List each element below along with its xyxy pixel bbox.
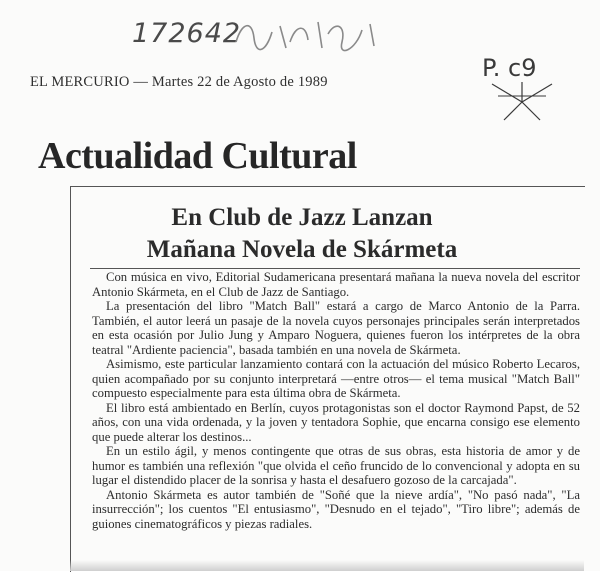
article-paragraph: Con música en vivo, Editorial Sudamericana presentará mañana la nueva novela del escritor Antonio Skármeta, en el Club de Jazz de Santiago.	[92, 270, 580, 299]
article-headline	[92, 202, 512, 266]
article-body	[92, 270, 580, 531]
headline-line-2: Mañana Novela de Skármeta	[146, 236, 458, 263]
handwritten-scribble	[232, 12, 382, 56]
article-paragraph: Antonio Skármeta es autor también de "Soñé que la nieve ardía", "No pasó nada", "La insurrección"; los cuentos "El entusiasmo", "Desnudo en el tejado", "Tiro libre"; además de guiones cinematográficos y piezas radiales.	[92, 487, 580, 531]
headline-line-1: En Club de Jazz Lanzan	[171, 204, 433, 231]
article-paragraph: La presentación del libro "Match Ball" estará a cargo de Marco Antonio de la Parra. También, el autor leerá un pasaje de la novela cuyos personajes principales serán interpretados en esta ocasión por Julio Jung y Amparo Noguera, quienes fueron los intérpretes de la obra teatral "Ardiente paciencia", basada también en una novela de Skármeta.	[92, 299, 580, 357]
article-paragraph: En un estilo ágil, y menos contingente que otras de sus obras, esta historia de amor y de humor es también una reflexión "que olvida el ceño fruncido de lo convencional y adopta en su lugar el distendido placer de la sonrisa y hasta el desafuero gozoso de la carcajada".	[92, 444, 580, 487]
newspaper-star-logo	[490, 82, 554, 122]
section-title: Actualidad Cultural	[38, 135, 357, 177]
headline-divider	[90, 268, 580, 269]
handwritten-catalog-number: 172642	[132, 18, 242, 49]
scan-edge-shadow	[70, 560, 584, 571]
newspaper-masthead: EL MERCURIO — Martes 22 de Agosto de 1989	[30, 74, 328, 90]
article-paragraph: El libro está ambientado en Berlín, cuyos protagonistas son el doctor Raymond Papst, de 52 años, con una vida ordenada, y la joven y tentadora Sophie, que encarna consigo ese elemento que puede alterar los destinos...	[92, 400, 580, 444]
handwritten-page-note: P. c9	[482, 54, 537, 82]
article-paragraph: Asimismo, este particular lanzamiento contará con la actuación del músico Roberto Lecaros, quien acompañado por su conjunto interpretará —entre otros— el tema musical "Match Ball" compuesto especialmente para esta última obra de Skármeta.	[92, 357, 580, 400]
